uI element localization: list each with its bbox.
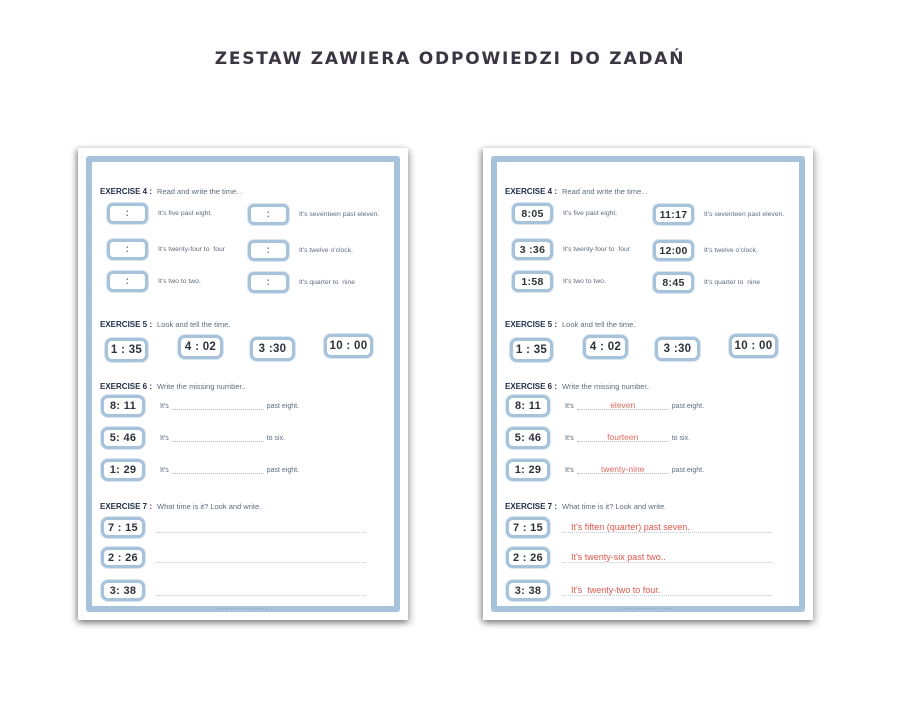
time-box: 5: 46: [506, 427, 550, 449]
sentence-suffix: past eight.: [671, 467, 705, 474]
time-caption: It's five past eight.: [158, 210, 213, 217]
time-box-answer: 8:45: [653, 272, 694, 293]
time-box-blank: :: [248, 272, 289, 293]
sentence-prefix: It's: [565, 467, 574, 474]
exercise-6-label: EXERCISE 6 :: [100, 382, 153, 391]
time-box: 1: 29: [101, 459, 145, 481]
fill-in-sentence: [565, 464, 704, 474]
time-box-blank: :: [107, 271, 148, 292]
answer-line: [157, 545, 366, 563]
fill-in-sentence: [160, 464, 299, 474]
answer-line-red: It's twenty-six past two..: [562, 545, 771, 563]
sentence-prefix: It's: [160, 467, 169, 474]
exercise-7-instruction: What time is it? Look and write.: [157, 502, 262, 511]
time-caption: It's five past eight.: [563, 210, 618, 217]
sentence-suffix: past eight.: [671, 403, 705, 410]
time-box-answer: 8:05: [512, 203, 553, 224]
time-box: 10 : 00: [729, 334, 778, 358]
time-box: 1 : 35: [510, 338, 553, 362]
exercise-5-header: [100, 314, 230, 332]
exercise-6-instruction: Write the missing number..: [562, 382, 651, 391]
answer-line: [157, 515, 366, 533]
time-caption: It's two to two.: [563, 278, 606, 285]
fill-in-sentence: [565, 400, 704, 410]
time-caption: It's two to two.: [158, 278, 201, 285]
time-caption: It's twenty-four to four: [563, 246, 631, 253]
answer-line-red: It's twenty-two to four.: [562, 578, 771, 596]
exercise-7-instruction: What time is it? Look and write.: [562, 502, 667, 511]
time-box: 3: 38: [101, 580, 145, 601]
time-box-answer: 1:58: [512, 271, 553, 292]
exercise-5-label: EXERCISE 5 :: [100, 320, 153, 329]
exercise-5-label: EXERCISE 5 :: [505, 320, 558, 329]
answer-blank: [172, 464, 264, 474]
time-box: 3 :30: [655, 337, 700, 361]
exercise-4-instruction: Read and write the time. .: [562, 187, 648, 196]
time-caption: It's seventeen past eleven.: [299, 211, 380, 218]
time-box: 7 : 15: [101, 517, 145, 538]
answer-blank: [172, 400, 264, 410]
exercise-7-header: [505, 496, 666, 514]
exercise-7-label: EXERCISE 7 :: [505, 502, 558, 511]
sentence-suffix: past eight.: [266, 403, 300, 410]
exercise-5-header: [505, 314, 635, 332]
time-box: 3 :30: [250, 337, 295, 361]
time-caption: It's twelve o'clock.: [704, 247, 758, 254]
time-box-answer: 11:17: [653, 204, 694, 225]
exercise-6-instruction: Write the missing number..: [157, 382, 246, 391]
answer-text-red: eleven: [577, 400, 669, 410]
sentence-suffix: to six.: [266, 435, 286, 442]
answer-line-red: It's fiften (quarter) past seven.: [562, 515, 771, 533]
footer-watermark: ···· ········· ····: [217, 606, 269, 612]
time-box: 5: 46: [101, 427, 145, 449]
time-box: 3: 38: [506, 580, 550, 601]
footer-watermark: ···· ········· ····: [622, 606, 674, 612]
exercise-4-label: EXERCISE 4 :: [505, 187, 558, 196]
sentence-prefix: It's: [160, 435, 169, 442]
time-box: 8: 11: [506, 395, 550, 417]
time-caption: It's quarter to nine: [704, 279, 761, 286]
exercise-4-label: EXERCISE 4 :: [100, 187, 153, 196]
exercise-4-header: [505, 181, 647, 199]
worksheet-page-questions: [78, 148, 408, 620]
exercise-5-instruction: Look and tell the time.: [157, 320, 231, 329]
exercise-6-header: [100, 376, 246, 394]
time-box-blank: :: [248, 204, 289, 225]
exercise-4-header: [100, 181, 242, 199]
fill-in-sentence: [160, 432, 285, 442]
time-box: 10 : 00: [324, 334, 373, 358]
exercise-5-instruction: Look and tell the time.: [562, 320, 636, 329]
time-caption: It's seventeen past eleven.: [704, 211, 785, 218]
sentence-prefix: It's: [565, 435, 574, 442]
time-box: 8: 11: [101, 395, 145, 417]
time-box: 1: 29: [506, 459, 550, 481]
time-caption: It's quarter to nine: [299, 279, 356, 286]
answer-text-red: twenty-nine: [577, 464, 669, 474]
answer-text-red: fourteen: [577, 432, 669, 442]
sentence-prefix: It's: [160, 403, 169, 410]
exercise-6-header: [505, 376, 651, 394]
time-box-blank: :: [248, 240, 289, 261]
time-box-answer: 12:00: [653, 240, 694, 261]
time-box: 1 : 35: [105, 338, 148, 362]
time-box: 4 : 02: [178, 335, 223, 359]
fill-in-sentence: [160, 400, 299, 410]
time-caption: It's twenty-four to four: [158, 246, 226, 253]
sentence-prefix: It's: [565, 403, 574, 410]
worksheet-page-answers: [483, 148, 813, 620]
exercise-4-instruction: Read and write the time. .: [157, 187, 243, 196]
time-box: 4 : 02: [583, 335, 628, 359]
answer-line: [157, 578, 366, 596]
exercise-6-label: EXERCISE 6 :: [505, 382, 558, 391]
time-box-blank: :: [107, 203, 148, 224]
time-box: 2 : 26: [101, 547, 145, 568]
time-box: 2 : 26: [506, 547, 550, 568]
fill-in-sentence: [565, 432, 690, 442]
time-box-blank: :: [107, 239, 148, 260]
time-caption: It's twelve o'clock.: [299, 247, 353, 254]
time-box: 7 : 15: [506, 517, 550, 538]
sentence-suffix: to six.: [671, 435, 691, 442]
sentence-suffix: past eight.: [266, 467, 300, 474]
exercise-7-header: [100, 496, 261, 514]
answer-blank: [172, 432, 264, 442]
page-title: ZESTAW ZAWIERA ODPOWIEDZI DO ZADAŃ: [214, 49, 686, 69]
time-box-answer: 3 :36: [512, 239, 553, 260]
exercise-7-label: EXERCISE 7 :: [100, 502, 153, 511]
